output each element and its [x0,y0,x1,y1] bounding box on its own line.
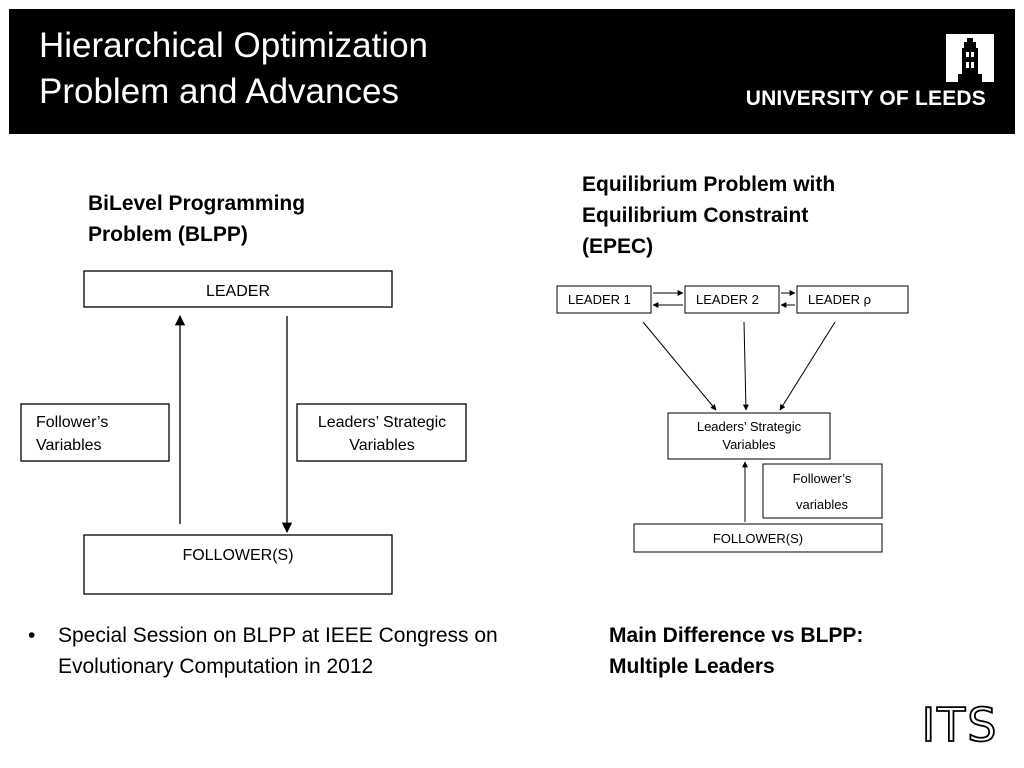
title-line-1: Hierarchical Optimization [39,26,429,65]
blpp-follower-vars-line-1: Follower’s [36,414,109,431]
blpp-heading-line-1: BiLevel Programming [88,192,306,215]
epec-leader-2-label: LEADER 2 [696,292,759,307]
arrow-leader1-to-vars [643,322,716,410]
arrow-leaderp-to-vars [780,322,835,410]
its-logo [920,698,1000,748]
epec-heading-line-3: (EPEC) [582,235,654,258]
blpp-follower-box [84,535,392,594]
blpp-follower-vars-line-2: Variables [36,437,102,454]
epec-follower-box [634,524,882,552]
difference-line-1: Main Difference vs BLPP: [609,624,864,647]
university-name: UNIVERSITY OF LEEDS [745,87,986,110]
bullet-marker: • [28,624,36,647]
bullet-text: Special Session on BLPP at IEEE Congress on Evolutionary Computation in 2012 [58,624,498,678]
its-logo-text: ITS [921,698,999,748]
main-difference-note [609,620,863,682]
epec-leader-p-box [797,286,908,313]
epec-leader-p-label: LEADER ρ [808,292,872,307]
epec-leader-1-box [557,286,651,313]
epec-leader-vars-line-1: Leaders’ Strategic [696,419,802,434]
blpp-leader-label: LEADER [205,283,271,300]
blpp-leader-vars-line-1: Leaders’ Strategic [317,414,447,431]
blpp-leader-box [84,271,392,307]
blpp-follower-label: FOLLOWER(S) [182,547,294,564]
epec-leader-variables-box [668,413,830,459]
epec-heading-line-2: Equilibrium Constraint [582,204,809,227]
epec-heading-line-1: Equilibrium Problem with [582,173,836,196]
epec-leader-vars-line-2: Variables [722,437,776,452]
epec-follower-vars-line-2: variables [795,497,849,512]
epec-follower-vars-line-1: Follower’s [792,471,852,486]
blpp-leader-variables-box [297,404,466,461]
difference-line-2: Multiple Leaders [609,655,775,678]
epec-follower-label: FOLLOWER(S) [712,531,804,546]
epec-diagram [557,286,908,552]
blpp-follower-variables-box [21,404,169,461]
epec-leader-1-label: LEADER 1 [568,292,631,307]
epec-follower-variables-box [763,464,882,518]
blpp-leader-vars-line-2: Variables [349,437,415,454]
title-line-2: Problem and Advances [39,72,399,111]
arrow-leader2-to-vars [744,322,746,410]
blpp-diagram [21,271,466,594]
epec-leader-2-box [685,286,779,313]
blpp-heading-line-2: Problem (BLPP) [88,223,248,246]
